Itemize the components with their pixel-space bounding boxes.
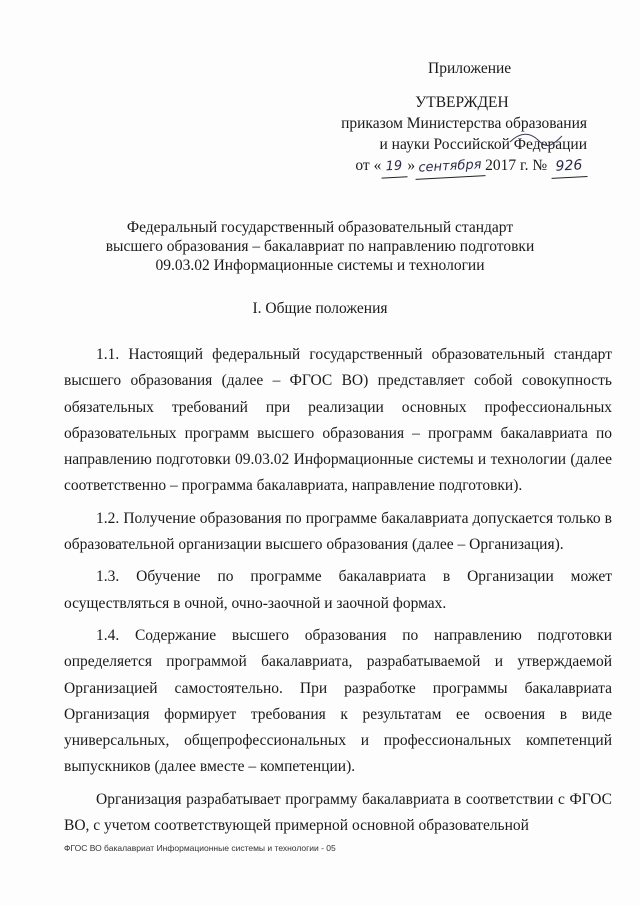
title-line-2: высшего образования – бакалавриат по направлению подготовки bbox=[105, 238, 535, 255]
section-heading: I. Общие положения bbox=[252, 300, 388, 317]
order-prefix: от « bbox=[355, 157, 382, 174]
appendix-label: Приложение bbox=[428, 60, 512, 77]
title-line-1: Федеральный государственный образовательный стандарт bbox=[126, 219, 514, 236]
body-text bbox=[64, 342, 612, 845]
paragraph-1-1: 1.1. Настоящий федеральный государственный образовательный стандарт высшего образования (далее – ФГОС ВО) представляет собой совокупность обязательных требований при реализации основных профессиональных образовательных программ высшего образования – программ бакалавриата по направлению подготовки 09.03.02 Информационные системы и технологии (далее соответственно – программа бакалавриата, направление подготовки). bbox=[64, 346, 612, 495]
order-year: 2017 г. № bbox=[485, 157, 548, 174]
paragraph-1-2: 1.2. Получение образования по программе бакалавриата допускается только в образовательной организации высшего образования (далее – Организация). bbox=[64, 509, 612, 554]
page-footer: ФГОС ВО бакалавриат Информационные системы и технологии - 05 bbox=[64, 843, 336, 853]
order-mid: » bbox=[407, 157, 416, 174]
approved-title: УТВЕРЖДЕН bbox=[415, 94, 509, 111]
title-line-3: 09.03.02 Информационные системы и технологии bbox=[155, 257, 485, 274]
document-title bbox=[0, 218, 640, 275]
paragraph-organization: Организация разрабатывает программу бакалавриата в соответствии с ФГОС ВО, с учетом соответствующей примерной основной образовательной bbox=[64, 790, 612, 835]
order-day-handwritten: 19 bbox=[381, 155, 408, 178]
order-number-handwritten: 926 bbox=[550, 155, 587, 179]
paragraph-1-4: 1.4. Содержание высшего образования по направлению подготовки определяется программой бакалавриата, разрабатываемой и утверждаемой Организацией самостоятельно. При разработке программы бакалавриата Организация формирует требования к результатам ее освоения в виде универсальных, общепрофессиональных и профессиональных компетенций выпускников (далее вместе – компетенции). bbox=[64, 626, 612, 776]
approved-by-line-2: и науки Российской Федерации bbox=[379, 136, 587, 153]
paragraph-1-3: 1.3. Обучение по программе бакалавриата в Организации может осуществляться в очной, очно-заочной и заочной формах. bbox=[64, 568, 612, 612]
approved-by-line-1: приказом Министерства образования bbox=[341, 115, 587, 132]
order-month-handwritten: сентября bbox=[415, 154, 486, 180]
order-date-line bbox=[287, 155, 587, 178]
signature-scribble-icon bbox=[450, 128, 570, 156]
